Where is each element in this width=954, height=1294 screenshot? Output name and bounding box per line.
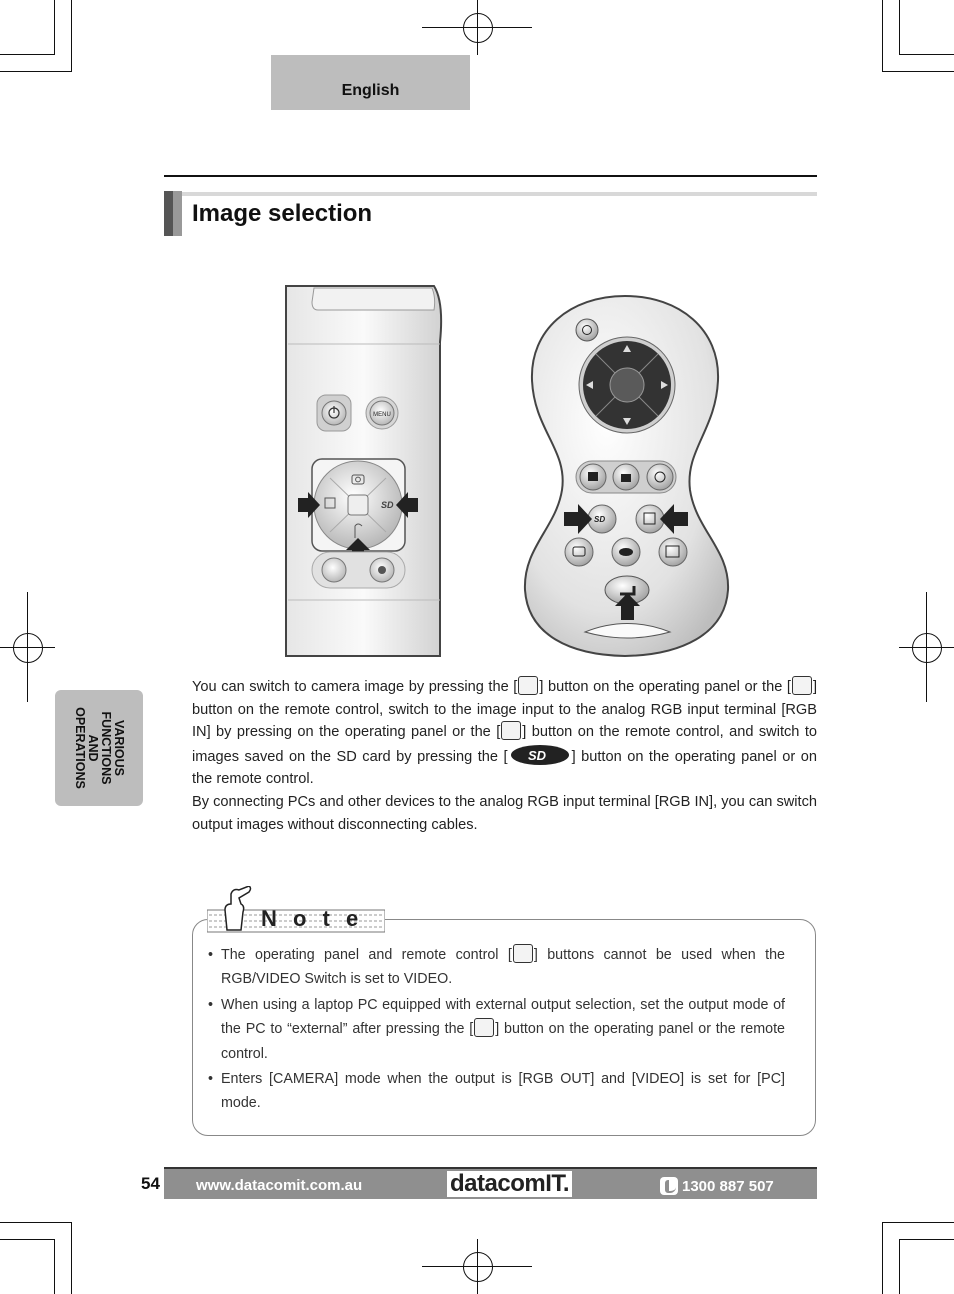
camera-icon xyxy=(518,676,538,695)
power-icon xyxy=(317,395,351,431)
note-title: N o t e xyxy=(261,906,364,931)
body-paragraph: You can switch to camera image by pressing the [ ] button on the operating panel or the [ ] button on the remote control, switch to the image input to the analog RGB input terminal [RGB IN] by pressing on the operating panel or the [ ] button on the remote control, and switch to images saved on the SD card by pressing the [ SD ] button on the operating panel or on the remote control. xyxy=(192,676,817,791)
list-item: • The operating panel and remote control [ ] buttons cannot be used when the RGB/VIDEO Switch is set to VIDEO. xyxy=(208,943,785,992)
pointing-hand-icon xyxy=(219,886,253,932)
header-rule xyxy=(164,175,817,177)
rgb-in-icon xyxy=(513,944,533,963)
footer-logo: datacomIT. xyxy=(447,1171,572,1197)
remote-camera-icon xyxy=(792,676,812,695)
sd-card-icon: SD xyxy=(381,500,394,510)
language-tab xyxy=(271,55,470,110)
note-list xyxy=(208,943,785,1117)
rgb-in-icon xyxy=(474,1018,494,1037)
side-tab-label: VARIOUS FUNCTIONS AND OPERATIONS xyxy=(73,707,126,789)
language-label: English xyxy=(341,82,400,99)
header-rule-shade xyxy=(164,192,817,196)
menu-icon xyxy=(366,397,398,429)
phone-number: 1300 887 507 xyxy=(682,1177,774,1195)
svg-text:SD: SD xyxy=(527,747,546,763)
footer-bar xyxy=(164,1167,817,1199)
section-side-tab xyxy=(55,690,143,806)
body-text xyxy=(192,676,817,836)
sd-card-icon xyxy=(510,744,570,766)
body-paragraph: By connecting PCs and other devices to the analog RGB input terminal [RGB IN], you can switch output images without disconnecting cables. xyxy=(192,793,817,833)
note-label xyxy=(207,904,385,934)
menu-button-label: MENU xyxy=(373,412,391,418)
remote-control-illustration xyxy=(520,290,735,662)
operating-panel-illustration xyxy=(280,282,450,662)
title-accent-bar xyxy=(164,191,182,236)
footer-phone xyxy=(660,1177,774,1195)
rgb-in-icon xyxy=(501,721,521,740)
page-number: 54 xyxy=(141,1174,160,1193)
phone-icon xyxy=(660,1177,678,1195)
svg-text:SD: SD xyxy=(594,515,606,524)
footer-url[interactable]: www.datacomit.com.au xyxy=(196,1177,363,1194)
page-title: Image selection xyxy=(192,200,373,227)
list-item: • Enters [CAMERA] mode when the output is [RGB OUT] and [VIDEO] is set for [PC] mode. xyxy=(208,1067,785,1116)
list-item: • When using a laptop PC equipped with external output selection, set the output mode of the PC to “external” after pressing the [ ] button on the operating panel or the remote control. xyxy=(208,993,785,1066)
